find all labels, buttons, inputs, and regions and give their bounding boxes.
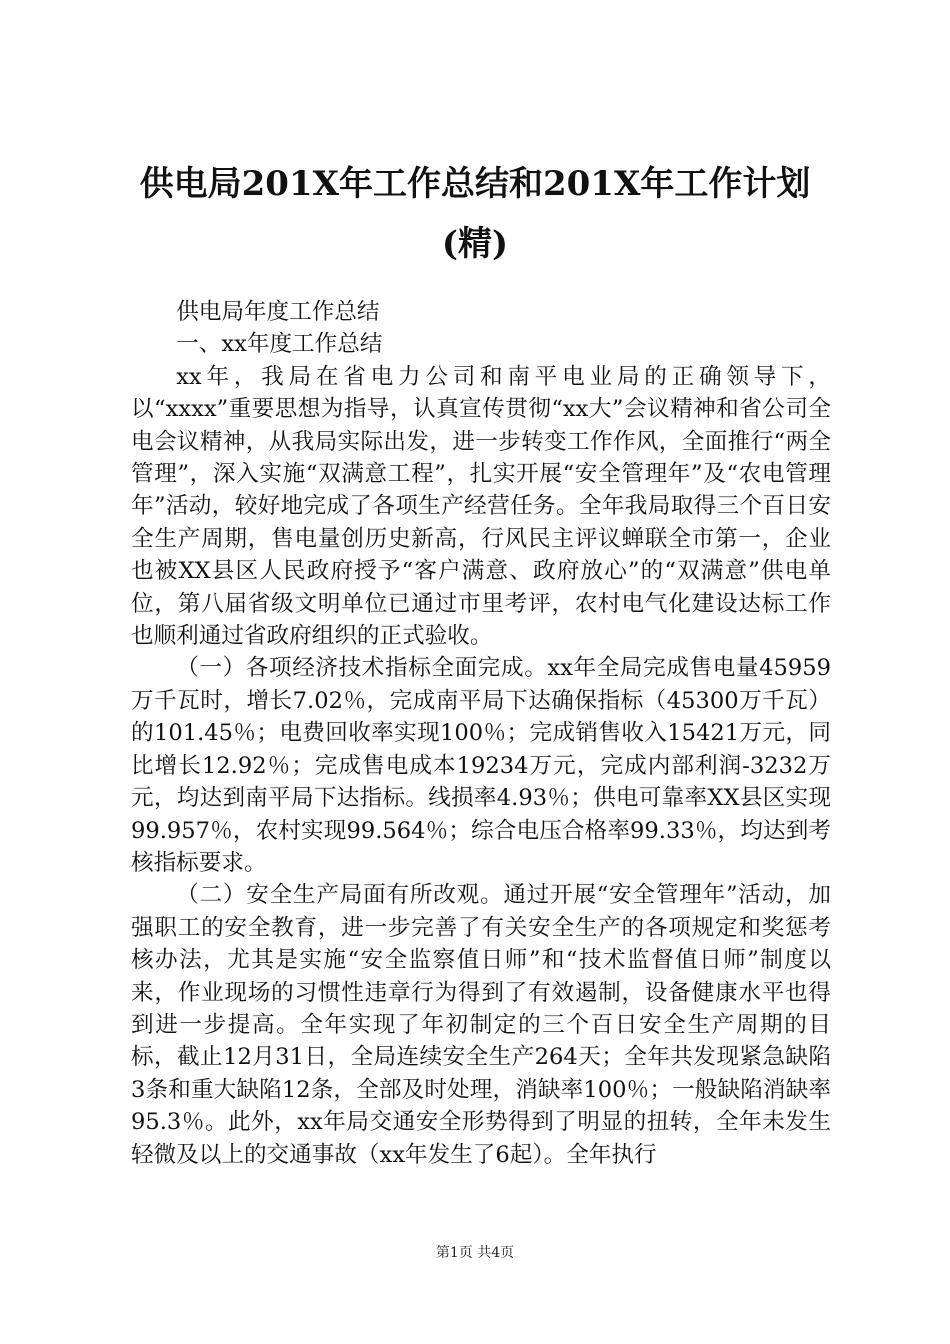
body-paragraph: （二）安全生产局面有所改观。通过开展“安全管理年”活动，加强职工的安全教育，进一步完善了有关安全生产的各项规定和奖惩考核办法，尤其是实施“安全监察值日师”和“技术监督值日师”制度以来，作业现场的习惯性违章行为得到了有效遏制，设备健康水平也得到进一步提高。全年实现了年初制定的三个百日安全生产周期的目标，截止12月31日，全局连续安全生产264天；全年共发现紧急缺陷3条和重大缺陷12条，全部及时处理，消缺率100％；一般缺陷消缺率95.3％。此外，xx年局交通安全形势得到了明显的扭转，全年未发生轻微及以上的交通事故（xx年发生了6起）。全年执行 [131, 882, 831, 1168]
body-paragraph: （一）各项经济技术指标全面完成。xx年全局完成售电量45959万千瓦时，增长7.02％，完成南平局下达确保指标（45300万千瓦）的101.45％；电费回收率实现100％；完成销售收入15421万元，同比增长12.92％；完成售电成本19234万元，完成内部利润-3232万元，均达到南平局下达指标。线损率4.93％；供电可靠率XX县区实现99.957％，农村实现99.564％；综合电压合格率99.33％，均达到考核指标要求。 [131, 655, 831, 876]
body-paragraph: xx年，我局在省电力公司和南平电业局的正确领导下，以“xxxx”重要思想为指导，认真宣传贯彻“xx大”会议精神和省公司全电会议精神，从我局实际出发，进一步转变工作作风，全面推行“两全管理”，深入实施“双满意工程”，扎实开展“安全管理年”及“农电管理年”活动，较好地完成了各项生产经营任务。全年我局取得三个百日安全生产周期，售电量创历史新高，行风民主评议蝉联全市第一，企业也被XX县区人民政府授予“客户满意、政府放心”的“双满意”供电单位，第八届省级文明单位已通过市里考评，农村电气化建设达标工作也顺利通过省政府组织的正式验收。 [131, 363, 831, 650]
document-title: 供电局201X年工作总结和201X年工作计划 [139, 164, 811, 204]
document-body [131, 296, 831, 1171]
document-title-suffix: (精) [441, 224, 509, 264]
subsection-heading: 一、xx年度工作总结 [176, 331, 383, 358]
page-footer: 第1页 共4页 [435, 1245, 515, 1261]
section-heading: 供电局年度工作总结 [176, 299, 380, 325]
